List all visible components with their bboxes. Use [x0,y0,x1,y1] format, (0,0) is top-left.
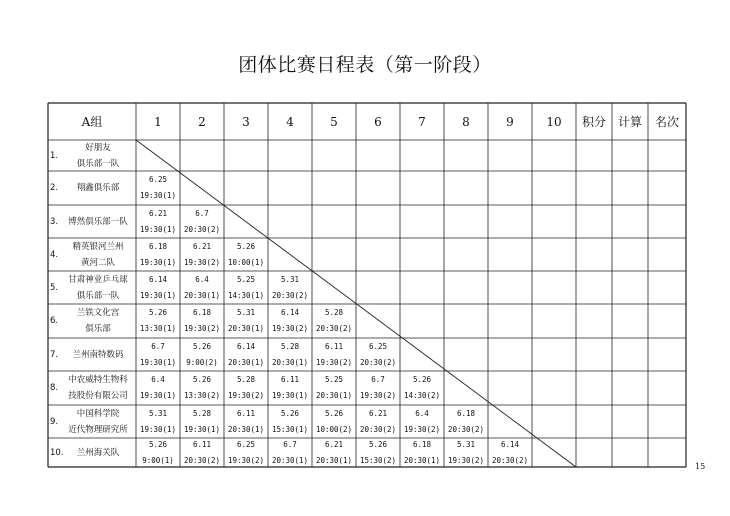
match-time: 20:30(1) [271,357,309,367]
match-cell [224,371,268,405]
match-date: 5.25 [324,375,344,384]
header-label: 1 [154,114,162,129]
match-time: 19:30(1) [183,424,221,434]
team-name-line: 兰铁文化宫 [76,308,120,318]
match-cell [312,304,356,338]
match-date: 6.7 [283,439,297,449]
team-name-line: 精英银河兰州 [72,241,124,252]
team-cell [48,438,136,467]
match-cell [224,338,268,371]
header-cell [356,103,400,140]
team-name-line: 博然俱乐部一队 [68,216,128,227]
header-label: 名次 [654,115,679,129]
match-cell [136,171,180,205]
team-name-line: 近代物理研究所 [68,424,128,435]
team-name [62,445,134,461]
match-time: 19:30(1) [139,290,177,300]
match-date: 5.26 [280,408,300,418]
header-cell [400,103,444,140]
match-date: 5.28 [280,341,300,351]
match-time: 20:30(1) [271,455,309,465]
team-name-line: 中农威特生物科 [68,375,128,385]
team-number: 1. [50,150,59,161]
match-time: 19:30(2) [271,324,309,333]
header-label: 9 [506,114,514,129]
match-cell [356,405,400,438]
match-date: 6.4 [195,274,209,284]
team-name [62,180,134,196]
match-cell [268,438,312,467]
match-time: 19:30(2) [183,257,221,267]
team-number: 6. [50,316,59,326]
match-date: 6.21 [192,241,212,251]
team-number: 7. [50,349,59,360]
match-date: 5.28 [236,375,256,384]
match-date: 6.11 [324,341,344,351]
match-date: 6.7 [195,208,209,218]
header-cell [488,103,532,140]
match-date: 5.31 [236,308,256,317]
match-cell [312,405,356,438]
match-cell [312,371,356,405]
match-cell [312,438,356,467]
match-time: 13:30(2) [183,391,221,400]
match-date: 5.26 [192,375,212,384]
header-label: 2 [198,114,206,129]
header-label: 计算 [617,115,642,129]
match-date: 5.31 [148,408,168,418]
team-number: 3. [50,216,59,227]
header-cell [268,103,312,140]
page-number: 15 [695,462,706,471]
team-name [62,347,134,363]
match-cell [268,304,312,338]
match-cell [356,338,400,371]
match-time: 10:00(1) [227,257,265,267]
header-cell [576,103,612,140]
team-number: 9. [50,416,59,427]
match-time: 15:30(1) [271,424,309,434]
header-cell [224,103,268,140]
team-name [62,140,134,172]
match-time: 19:30(2) [183,324,221,333]
team-name [62,305,134,337]
match-cell [136,271,180,304]
match-time: 19:30(2) [227,391,265,400]
match-time: 19:30(2) [315,357,353,367]
match-cell [136,438,180,467]
match-time: 20:30(2) [359,424,397,434]
match-cell [136,304,180,338]
match-cell [488,438,532,467]
match-time: 14:30(2) [403,391,441,400]
match-cell [444,438,488,467]
match-date: 6.14 [500,439,520,449]
match-time: 13:30(1) [139,324,177,333]
match-cell [268,371,312,405]
match-cell [180,271,224,304]
match-time: 20:30(1) [227,357,265,367]
match-cell [356,438,400,467]
team-name-line: 兰州海关队 [76,447,120,458]
match-date: 5.26 [368,439,388,449]
match-date: 6.21 [148,208,168,218]
match-time: 20:30(1) [403,455,441,465]
match-cell [224,304,268,338]
match-time: 19:30(1) [271,391,309,400]
team-name [62,272,134,304]
match-cell [312,338,356,371]
match-date: 5.28 [192,408,212,418]
match-date: 6.21 [368,408,388,418]
match-time: 9:00(1) [142,455,174,465]
header-cell [648,103,686,140]
match-time: 20:30(1) [183,290,221,300]
header-label: 7 [418,114,426,129]
team-name-line: 兰州南特数码 [72,349,124,360]
header-cell [136,103,180,140]
match-date: 5.28 [324,308,344,317]
match-cell [400,371,444,405]
match-date: 6.7 [371,375,385,384]
page-title: 团体比赛日程表（第一阶段） [238,54,492,76]
team-number: 5. [50,282,59,293]
header-label: A组 [81,115,103,129]
match-time: 19:30(2) [227,455,265,465]
match-date: 5.26 [324,408,344,418]
match-time: 19:30(1) [139,224,177,234]
match-time: 19:30(1) [139,424,177,434]
team-cell [48,371,136,405]
team-number: 4. [50,249,59,260]
header-label: 积分 [581,115,606,129]
match-time: 9:00(2) [186,357,218,367]
team-name-line: 技股份有限公司 [68,391,128,401]
match-date: 6.18 [412,439,432,449]
team-name-line: 好朋友 [85,142,111,153]
match-date: 5.25 [236,274,256,284]
team-cell [48,405,136,438]
team-cell [48,271,136,304]
match-date: 5.26 [148,308,168,317]
header-label: 10 [546,114,562,129]
match-time: 20:30(2) [447,424,485,434]
match-date: 6.4 [415,408,429,418]
match-cell [180,371,224,405]
match-date: 6.14 [280,308,300,317]
team-name-line: 俱乐部一队 [76,290,120,301]
match-date: 6.11 [192,439,212,449]
match-time: 19:30(2) [359,391,397,400]
match-cell [224,405,268,438]
match-cell [136,405,180,438]
match-time: 19:30(1) [139,357,177,367]
match-date: 6.11 [236,408,256,418]
header-cell [532,103,576,140]
match-date: 5.26 [192,341,212,351]
match-time: 15:30(2) [359,455,397,465]
match-cell [180,405,224,438]
match-cell [224,438,268,467]
header-cell [48,103,136,140]
match-date: 6.21 [324,439,344,449]
header-label: 8 [462,114,470,129]
header-label: 5 [330,114,338,129]
match-date: 6.18 [148,241,168,251]
match-date: 6.25 [236,439,256,449]
match-time: 19:30(1) [139,391,177,400]
team-cell [48,171,136,205]
match-date: 5.31 [456,439,476,449]
match-time: 19:30(1) [139,191,177,200]
match-cell [180,238,224,271]
match-cell [136,238,180,271]
match-cell [224,238,268,271]
match-date: 6.18 [456,408,476,418]
match-date: 6.4 [151,375,165,384]
match-date: 6.25 [368,341,388,351]
match-time: 19:30(2) [447,455,485,465]
team-cell [48,238,136,271]
header-label: 4 [286,114,294,129]
match-date: 6.18 [192,308,212,317]
team-number: 8. [50,383,59,393]
match-time: 20:30(1) [315,391,353,400]
team-name [62,239,134,271]
team-number: 2. [50,183,59,193]
match-time: 20:30(2) [183,224,221,234]
team-cell [48,140,136,171]
match-time: 19:30(1) [139,257,177,267]
match-time: 20:30(2) [359,357,397,367]
match-time: 20:30(2) [183,455,221,465]
team-cell [48,338,136,371]
match-date: 6.7 [151,341,165,351]
match-cell [180,205,224,238]
match-cell [400,405,444,438]
match-cell [268,338,312,371]
match-cell [268,271,312,304]
match-time: 20:30(1) [227,424,265,434]
match-cell [136,371,180,405]
match-cell [180,338,224,371]
header-cell [612,103,648,140]
team-name-line: 俱乐部一队 [76,158,120,169]
header-cell [444,103,488,140]
match-date: 6.14 [148,274,168,284]
match-cell [444,405,488,438]
team-name [62,214,134,230]
team-name-line: 甘肃神业乒乓球 [68,274,128,285]
header-cell [180,103,224,140]
match-date: 6.14 [236,341,256,351]
match-time: 10:00(2) [315,424,353,434]
match-cell [224,271,268,304]
team-name-line: 俱乐部 [85,324,111,334]
match-cell [136,205,180,238]
header-label: 6 [374,114,382,129]
team-number: 10. [50,447,64,458]
team-name [62,406,134,438]
match-cell [268,405,312,438]
match-time: 14:30(1) [227,290,265,300]
match-time: 20:30(2) [491,455,529,465]
match-date: 5.31 [280,274,300,284]
team-name-line: 中国科学院 [76,408,120,419]
match-time: 20:30(2) [271,290,309,300]
match-date: 6.25 [148,175,168,184]
match-cell [136,338,180,371]
match-time: 19:30(2) [403,424,441,434]
team-cell [48,205,136,238]
team-name-line: 黄河二队 [80,257,115,268]
match-date: 6.11 [280,375,300,384]
match-cell [356,371,400,405]
match-cell [180,438,224,467]
match-cell [180,304,224,338]
team-name-line: 翔鑫俱乐部 [76,183,120,193]
header-cell [312,103,356,140]
match-time: 20:30(2) [315,324,353,333]
match-cell [400,438,444,467]
match-date: 5.26 [412,375,432,384]
header-label: 3 [242,114,250,129]
team-name [62,372,134,404]
match-date: 5.26 [236,241,256,251]
match-time: 20:30(1) [315,455,353,465]
match-date: 5.26 [148,439,168,449]
team-cell [48,304,136,338]
match-time: 20:30(1) [227,324,265,333]
